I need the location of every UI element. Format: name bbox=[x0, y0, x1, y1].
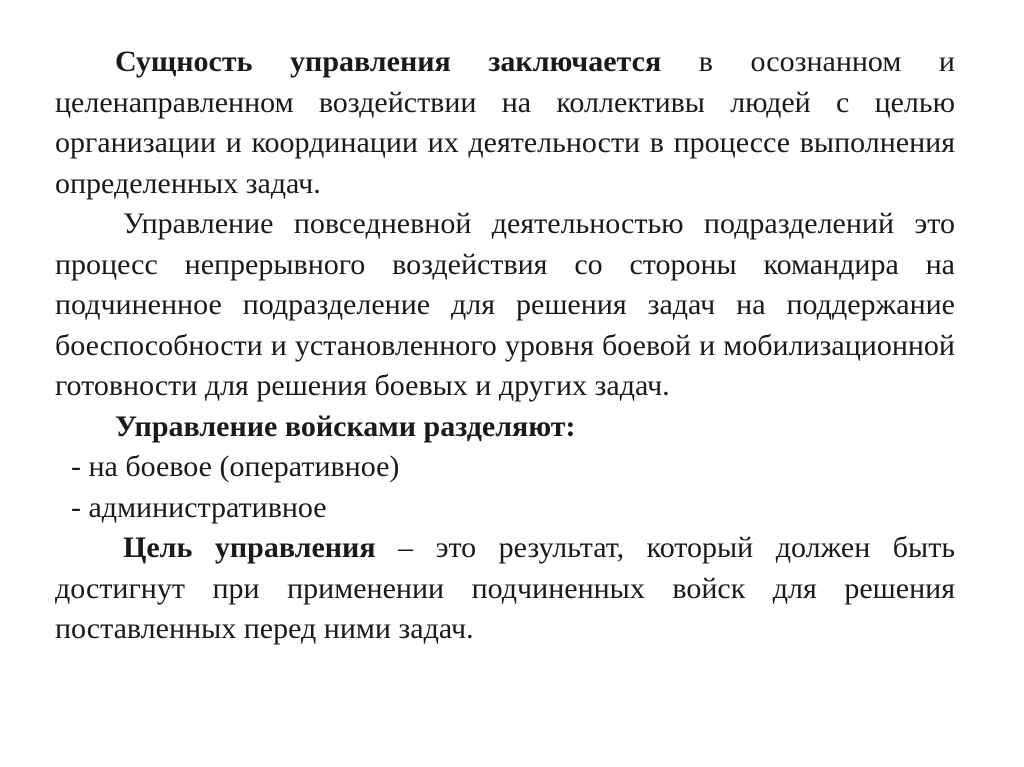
paragraph-goal bbox=[55, 528, 955, 650]
paragraph-goal-text: – это результат, который должен быть достигнут при применении подчиненных войск для решения поставленных перед ними задач. bbox=[55, 531, 955, 645]
management-types-list bbox=[55, 447, 955, 528]
paragraph-essence-bold: Сущность управления заключается bbox=[115, 45, 662, 78]
paragraph-essence-text: в осознанном и целенаправленном воздействии на коллективы людей с целью организации и координации их деятельности в процессе выполнения определенных задач. bbox=[55, 45, 955, 200]
paragraph-essence bbox=[55, 42, 955, 204]
list-item-combat: - на боевое (оперативное) bbox=[71, 450, 400, 483]
paragraph-daily-management: Управление повседневной деятельностью подразделений это процесс непрерывного воздействия со стороны командира на подчиненное подразделение для решения задач на поддержание боеспособности и установленного уровня боевой и мобилизационной готовности для решения боевых и других задач. bbox=[55, 207, 955, 402]
troops-management-heading: Управление войсками разделяют: bbox=[115, 409, 576, 443]
slide-text bbox=[55, 42, 955, 650]
paragraph-goal-bold: Цель управления bbox=[123, 531, 376, 564]
list-item-administrative: - административное bbox=[71, 490, 327, 524]
